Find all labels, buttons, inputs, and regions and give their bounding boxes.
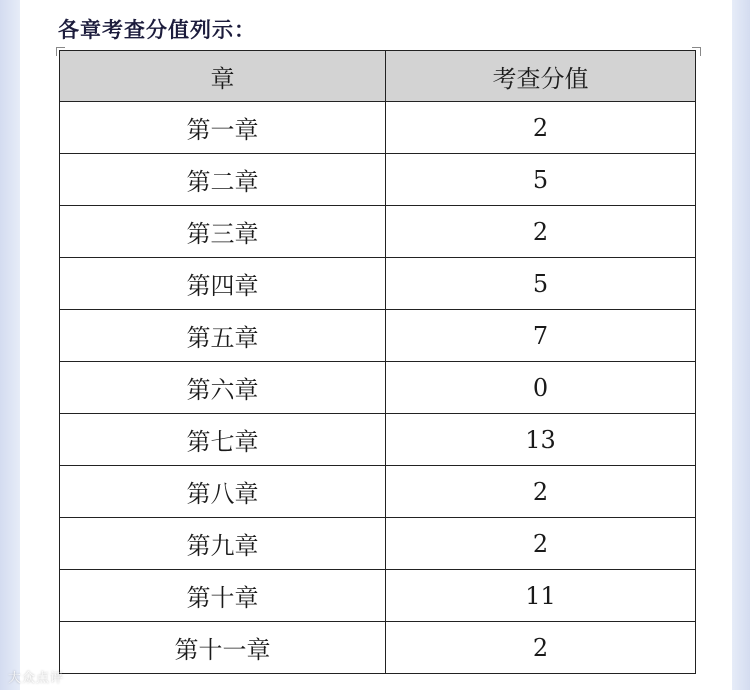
- chapter-cell: 第九章: [60, 518, 386, 570]
- page-margin-left: [0, 0, 20, 690]
- score-cell: 2: [386, 102, 696, 154]
- table-row: [60, 570, 696, 622]
- table-row: [60, 362, 696, 414]
- score-cell: 2: [386, 622, 696, 674]
- score-cell: 11: [386, 570, 696, 622]
- table-row: [60, 622, 696, 674]
- table-row: [60, 102, 696, 154]
- chapter-cell: 第八章: [60, 466, 386, 518]
- score-cell: 5: [386, 258, 696, 310]
- score-cell: 5: [386, 154, 696, 206]
- table-row: [60, 310, 696, 362]
- chapter-cell: 第一章: [60, 102, 386, 154]
- page-margin-right: [732, 0, 750, 690]
- score-table-container: [59, 50, 695, 674]
- document-page: [20, 0, 732, 690]
- score-cell: 2: [386, 466, 696, 518]
- chapter-cell: 第二章: [60, 154, 386, 206]
- chapter-cell: 第五章: [60, 310, 386, 362]
- section-heading: 各章考查分值列示：: [58, 18, 256, 42]
- score-cell: 13: [386, 414, 696, 466]
- chapter-cell: 第十章: [60, 570, 386, 622]
- table-row: [60, 258, 696, 310]
- table-row: [60, 154, 696, 206]
- chapter-cell: 第七章: [60, 414, 386, 466]
- chapter-cell: 第四章: [60, 258, 386, 310]
- watermark: 大众点评: [8, 671, 65, 686]
- column-header-chapter: 章: [60, 51, 386, 102]
- column-header-score: 考查分值: [386, 51, 696, 102]
- score-cell: 7: [386, 310, 696, 362]
- score-cell: 2: [386, 518, 696, 570]
- chapter-cell: 第三章: [60, 206, 386, 258]
- chapter-cell: 第十一章: [60, 622, 386, 674]
- score-table: [59, 50, 696, 674]
- table-row: [60, 206, 696, 258]
- table-header-row: [60, 51, 696, 102]
- score-cell: 0: [386, 362, 696, 414]
- table-row: [60, 466, 696, 518]
- chapter-cell: 第六章: [60, 362, 386, 414]
- score-cell: 2: [386, 206, 696, 258]
- table-row: [60, 518, 696, 570]
- table-row: [60, 414, 696, 466]
